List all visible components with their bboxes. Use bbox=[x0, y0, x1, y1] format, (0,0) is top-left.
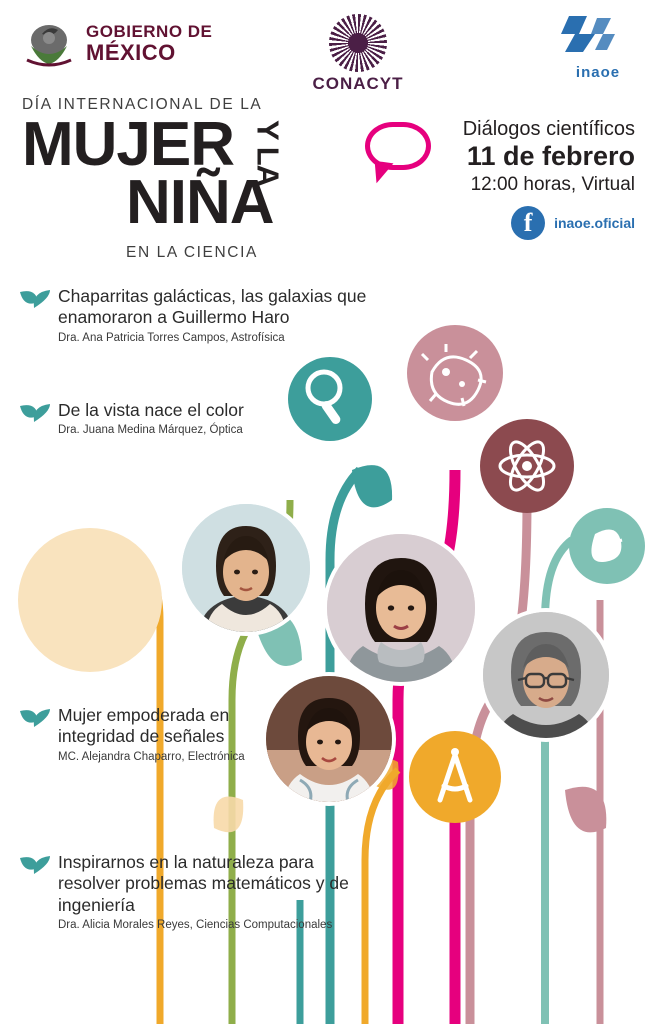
portrait-photo bbox=[182, 504, 310, 632]
event-date: 11 de febrero bbox=[466, 141, 635, 171]
speaker-portrait-1 bbox=[178, 500, 314, 636]
header-logos bbox=[0, 0, 663, 92]
conacyt-logo bbox=[303, 14, 413, 94]
title-pre: DÍA INTERNACIONAL DE LA bbox=[22, 96, 263, 113]
speaker-portrait-4 bbox=[479, 608, 613, 742]
talk-speaker: MC. Alejandra Chaparro, Electrónica bbox=[58, 750, 245, 763]
event-time: 12:00 horas, Virtual bbox=[470, 174, 635, 196]
leaf-icon bbox=[18, 402, 52, 428]
leaf-icon bbox=[18, 854, 52, 880]
talk-title: Mujer empoderada en integridad de señales bbox=[58, 705, 230, 747]
talk-speaker: Dra. Juana Medina Márquez, Óptica bbox=[58, 424, 243, 437]
title-nina: NIÑA bbox=[126, 168, 274, 237]
talk-title: Chaparritas galácticas, las galaxias que enamoraron a Guillermo Haro bbox=[58, 286, 367, 328]
inaoe-label: inaoe bbox=[575, 64, 621, 81]
talk-item-1 bbox=[18, 286, 408, 344]
mexico-label: MÉXICO bbox=[86, 39, 176, 65]
conacyt-label: CONACYT bbox=[312, 74, 404, 93]
portrait-photo bbox=[327, 534, 475, 682]
event-line1: Diálogos científicos bbox=[462, 118, 635, 140]
conacyt-sphere-icon bbox=[329, 14, 387, 72]
talk-title: De la vista nace el color bbox=[58, 400, 244, 420]
talk-speaker: Dra. Alicia Morales Reyes, Ciencias Computacionales bbox=[58, 919, 333, 932]
talk-item-3 bbox=[18, 705, 268, 763]
gobierno-label: GOBIERNO DE bbox=[86, 21, 213, 41]
title-post: EN LA CIENCIA bbox=[126, 244, 258, 261]
portrait-photo bbox=[266, 676, 392, 802]
talk-title: Inspirarnos en la naturaleza para resolver problemas matemáticos y de ingeniería bbox=[58, 852, 349, 915]
mexican-eagle-seal-icon bbox=[22, 16, 76, 70]
talk-item-2 bbox=[18, 400, 318, 436]
leaf-icon bbox=[18, 707, 52, 733]
speech-bubble-icon bbox=[365, 122, 431, 174]
portrait-photo bbox=[483, 612, 609, 738]
gobierno-de-mexico-logo bbox=[22, 16, 212, 70]
event-info bbox=[375, 118, 635, 240]
leaf-icon bbox=[18, 288, 52, 314]
poster-title bbox=[22, 96, 352, 261]
facebook-handle[interactable]: inaoe.oficial bbox=[554, 214, 635, 231]
inaoe-logo-icon bbox=[553, 12, 643, 56]
speaker-portrait-2 bbox=[323, 530, 479, 686]
title-y-la: Y LA bbox=[250, 120, 286, 187]
talk-item-4 bbox=[18, 852, 358, 931]
inaoe-logo bbox=[553, 12, 643, 81]
facebook-icon[interactable]: f bbox=[511, 206, 545, 240]
facebook-link[interactable] bbox=[375, 206, 635, 240]
talk-speaker: Dra. Ana Patricia Torres Campos, Astrofísica bbox=[58, 331, 285, 344]
title-mujer: MUJER bbox=[22, 110, 235, 179]
speaker-portrait-3 bbox=[262, 672, 396, 806]
